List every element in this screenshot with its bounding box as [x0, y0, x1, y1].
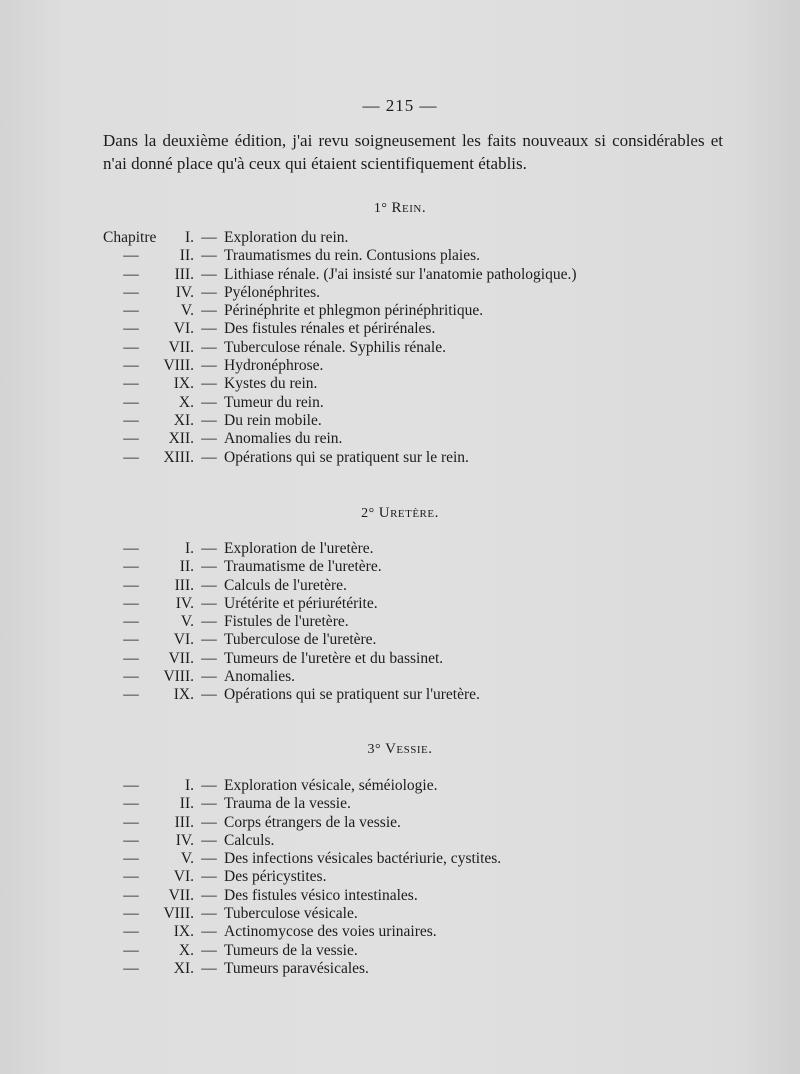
chapter-separator: — [201, 813, 217, 831]
chapter-separator: — [201, 247, 217, 265]
chapter-entry [0, 577, 800, 595]
chapter-number: I. [184, 229, 194, 246]
chapter-prefix: — [123, 777, 139, 794]
chapter-entry [0, 229, 800, 247]
chapter-entry [0, 777, 800, 795]
chapter-number: V. [180, 850, 194, 868]
chapter-prefix: — [123, 886, 139, 904]
chapter-prefix: — [123, 558, 139, 576]
chapter-entry [0, 284, 800, 302]
chapter-number: VI. [173, 320, 194, 338]
chapter-number: II. [179, 558, 194, 576]
chapter-title: Tumeur du rein. [224, 393, 324, 411]
chapter-separator: — [201, 302, 217, 320]
chapter-title: Des fistules vésico intestinales. [224, 886, 418, 904]
chapter-title: Kystes du rein. [224, 375, 318, 393]
chapter-title: Corps étrangers de la vessie. [224, 813, 401, 831]
chapter-separator: — [201, 923, 217, 941]
chapter-entry [0, 266, 800, 284]
chapter-prefix: — [123, 265, 139, 283]
chapter-number: V. [180, 302, 194, 320]
chapter-entry [0, 905, 800, 923]
chapter-entry [0, 595, 800, 613]
chapter-prefix: — [123, 668, 139, 686]
chapter-separator: — [201, 631, 217, 649]
chapter-title: Des péricystites. [224, 868, 327, 886]
chapter-number: XII. [168, 430, 194, 448]
chapter-separator: — [201, 868, 217, 886]
chapter-title: Traumatisme de l'uretère. [224, 558, 382, 576]
intro-paragraph: Dans la deuxième édition, j'ai revu soigneusement les faits nouveaux si considérables et n'ai donné place qu'à ceux qui étaient scientifiquement établis. [103, 131, 723, 173]
chapter-entry [0, 631, 800, 649]
chapter-entry [0, 650, 800, 668]
section-list-rein [0, 229, 800, 467]
chapter-separator: — [201, 576, 217, 594]
chapter-title: Calculs de l'uretère. [224, 576, 347, 594]
chapter-title: Anomalies du rein. [224, 430, 343, 448]
chapter-separator: — [201, 777, 217, 794]
section-title-uretere [0, 505, 800, 522]
chapter-separator: — [201, 229, 217, 246]
chapter-prefix: — [123, 613, 139, 631]
chapter-title: Périnéphrite et phlegmon périnéphritique. [224, 302, 484, 320]
section-title-vessie [0, 741, 800, 758]
chapter-entry [0, 795, 800, 813]
chapter-separator: — [201, 686, 217, 704]
chapter-title: Opérations qui se pratiquent sur le rein. [224, 448, 469, 466]
chapter-separator: — [201, 594, 217, 612]
chapter-separator: — [201, 941, 217, 959]
chapter-entry [0, 850, 800, 868]
chapter-separator: — [201, 265, 217, 283]
chapter-number: VIII. [163, 905, 194, 923]
chapter-separator: — [201, 540, 217, 557]
chapter-title: Traumatismes du rein. Contusions plaies. [224, 247, 481, 265]
chapter-title: Tumeurs paravésicales. [224, 959, 369, 977]
chapter-title: Du rein mobile. [224, 411, 322, 429]
chapter-prefix: — [123, 649, 139, 667]
chapter-prefix: — [123, 375, 139, 393]
chapter-prefix: — [123, 813, 139, 831]
chapter-title: Lithiase rénale. (J'ai insisté sur l'anatomie pathologique.) [224, 265, 577, 283]
chapter-title: Exploration du rein. [224, 229, 349, 246]
chapter-title: Des fistules rénales et périrénales. [224, 320, 436, 338]
chapter-prefix: — [123, 831, 139, 849]
chapter-entry [0, 357, 800, 375]
chapter-separator: — [201, 886, 217, 904]
chapter-prefix: — [123, 631, 139, 649]
chapter-prefix: — [123, 905, 139, 923]
chapter-prefix: — [123, 393, 139, 411]
chapter-title: Trauma de la vessie. [224, 795, 351, 813]
chapter-entry [0, 868, 800, 886]
chapter-number: II. [179, 795, 194, 813]
chapter-prefix: — [123, 540, 139, 557]
chapter-prefix: — [123, 868, 139, 886]
chapter-number: III. [174, 265, 194, 283]
chapter-entry [0, 668, 800, 686]
chapter-number: XI. [173, 411, 194, 429]
chapter-separator: — [201, 448, 217, 466]
chapter-separator: — [201, 558, 217, 576]
chapter-entry [0, 558, 800, 576]
chapter-number: II. [179, 247, 194, 265]
chapter-entry [0, 320, 800, 338]
chapter-prefix: — [123, 430, 139, 448]
chapter-separator: — [201, 795, 217, 813]
chapter-number: I. [184, 540, 194, 557]
chapter-number: VII. [168, 338, 194, 356]
chapter-number: VIII. [163, 357, 194, 375]
chapter-number: IX. [173, 923, 194, 941]
chapter-separator: — [201, 283, 217, 301]
chapter-prefix: — [123, 795, 139, 813]
chapter-prefix: — [123, 448, 139, 466]
chapter-separator: — [201, 393, 217, 411]
chapter-entry [0, 540, 800, 558]
chapter-prefix: — [123, 247, 139, 265]
chapter-number: VIII. [163, 668, 194, 686]
chapter-number: VI. [173, 631, 194, 649]
chapter-entry [0, 375, 800, 393]
chapter-separator: — [201, 411, 217, 429]
chapter-title: Tumeurs de la vessie. [224, 941, 358, 959]
chapter-entry [0, 430, 800, 448]
chapter-prefix: — [123, 357, 139, 375]
chapter-number: III. [174, 813, 194, 831]
chapter-prefix: — [123, 283, 139, 301]
chapter-number: X. [178, 941, 194, 959]
chapter-prefix: Chapitre [103, 229, 157, 246]
chapter-title: Calculs. [224, 831, 275, 849]
chapter-number: VI. [173, 868, 194, 886]
chapter-separator: — [201, 430, 217, 448]
chapter-separator: — [201, 613, 217, 631]
chapter-entry [0, 302, 800, 320]
section-name: Vessie. [385, 741, 433, 757]
chapter-prefix: — [123, 320, 139, 338]
chapter-entry [0, 449, 800, 467]
section-name: Rein. [391, 200, 427, 216]
chapter-title: Actinomycose des voies urinaires. [224, 923, 437, 941]
chapter-separator: — [201, 649, 217, 667]
chapter-prefix: — [123, 959, 139, 977]
chapter-title: Tuberculose vésicale. [224, 905, 358, 923]
chapter-prefix: — [123, 594, 139, 612]
chapter-prefix: — [123, 338, 139, 356]
chapter-title: Anomalies. [224, 668, 296, 686]
chapter-number: VII. [168, 886, 194, 904]
chapter-number: IX. [173, 686, 194, 704]
chapter-prefix: — [123, 941, 139, 959]
chapter-entry [0, 686, 800, 704]
chapter-number: XIII. [163, 448, 194, 466]
chapter-prefix: — [123, 576, 139, 594]
chapter-entry [0, 412, 800, 430]
chapter-title: Exploration de l'uretère. [224, 540, 374, 557]
chapter-entry [0, 247, 800, 265]
chapter-prefix: — [123, 850, 139, 868]
chapter-number: VII. [168, 649, 194, 667]
chapter-entry [0, 814, 800, 832]
chapter-entry [0, 960, 800, 978]
chapter-entry [0, 923, 800, 941]
chapter-title: Fistules de l'uretère. [224, 613, 349, 631]
chapter-title: Hydronéphrose. [224, 357, 324, 375]
chapter-prefix: — [123, 923, 139, 941]
chapter-number: IV. [175, 594, 194, 612]
chapter-entry [0, 887, 800, 905]
chapter-title: Urétérite et périurétérite. [224, 594, 378, 612]
chapter-separator: — [201, 320, 217, 338]
chapter-number: I. [184, 777, 194, 794]
section-number: 2° [361, 506, 375, 521]
chapter-number: IV. [175, 283, 194, 301]
chapter-separator: — [201, 959, 217, 977]
section-name: Uretère. [378, 505, 439, 521]
section-list-uretere [0, 540, 800, 705]
section-title-rein [0, 200, 800, 217]
chapter-entry [0, 832, 800, 850]
chapter-entry [0, 394, 800, 412]
chapter-separator: — [201, 831, 217, 849]
section-list-vessie [0, 777, 800, 978]
chapter-number: III. [174, 576, 194, 594]
chapter-separator: — [201, 375, 217, 393]
chapter-prefix: — [123, 411, 139, 429]
chapter-number: V. [180, 613, 194, 631]
chapter-entry [0, 942, 800, 960]
chapter-entry [0, 339, 800, 357]
chapter-title: Tumeurs de l'uretère et du bassinet. [224, 649, 444, 667]
chapter-separator: — [201, 905, 217, 923]
chapter-number: IV. [175, 831, 194, 849]
chapter-title: Exploration vésicale, séméiologie. [224, 777, 438, 794]
chapter-separator: — [201, 668, 217, 686]
chapter-title: Pyélonéphrites. [224, 283, 320, 301]
section-number: 3° [367, 742, 382, 757]
page-number: — 215 — [362, 96, 438, 115]
chapter-number: IX. [173, 375, 194, 393]
chapter-title: Tuberculose de l'uretère. [224, 631, 377, 649]
chapter-prefix: — [123, 302, 139, 320]
chapter-separator: — [201, 338, 217, 356]
chapter-number: X. [178, 393, 194, 411]
chapter-prefix: — [123, 686, 139, 704]
chapter-separator: — [201, 357, 217, 375]
chapter-title: Tuberculose rénale. Syphilis rénale. [224, 338, 446, 356]
chapter-title: Des infections vésicales bactériurie, cystites. [224, 850, 502, 868]
section-number: 1° [373, 201, 388, 216]
chapter-separator: — [201, 850, 217, 868]
chapter-entry [0, 613, 800, 631]
chapter-title: Opérations qui se pratiquent sur l'uretère. [224, 686, 480, 704]
chapter-number: XI. [173, 959, 194, 977]
